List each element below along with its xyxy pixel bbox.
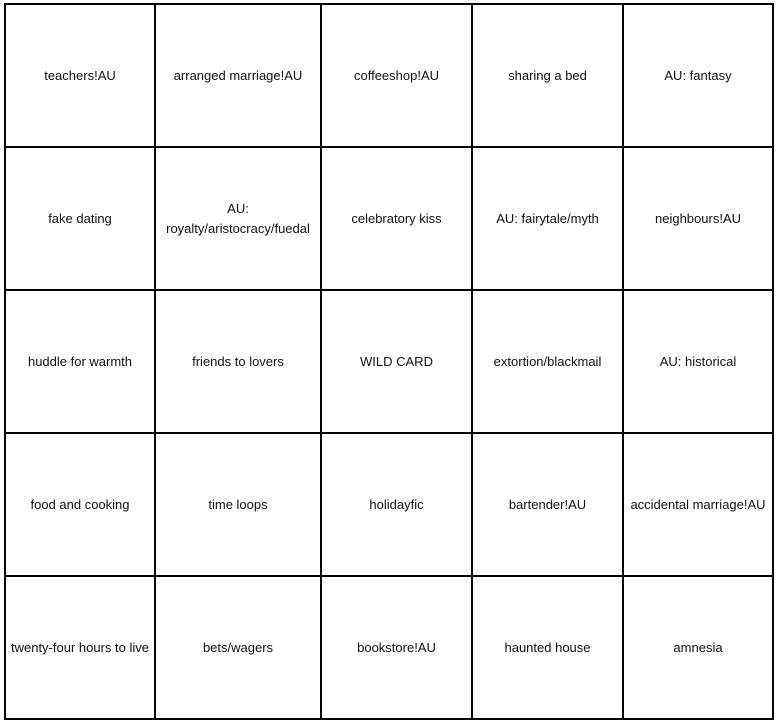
bingo-cell: bartender!AU	[472, 433, 623, 576]
bingo-cell: celebratory kiss	[321, 147, 472, 290]
bingo-cell: amnesia	[623, 576, 773, 719]
bingo-cell: time loops	[155, 433, 321, 576]
bingo-cell: AU: historical	[623, 290, 773, 433]
bingo-cell: arranged marriage!AU	[155, 4, 321, 147]
bingo-row	[5, 290, 773, 433]
bingo-cell: food and cooking	[5, 433, 155, 576]
bingo-cell: accidental marriage!AU	[623, 433, 773, 576]
bingo-cell: fake dating	[5, 147, 155, 290]
bingo-cell: bets/wagers	[155, 576, 321, 719]
bingo-cell: AU: fantasy	[623, 4, 773, 147]
bingo-cell: twenty-four hours to live	[5, 576, 155, 719]
bingo-cell: sharing a bed	[472, 4, 623, 147]
bingo-cell-wild-card: WILD CARD	[321, 290, 472, 433]
bingo-cell: coffeeshop!AU	[321, 4, 472, 147]
bingo-cell: AU: royalty/aristocracy/fuedal	[155, 147, 321, 290]
bingo-cell: friends to lovers	[155, 290, 321, 433]
bingo-cell: teachers!AU	[5, 4, 155, 147]
bingo-cell: haunted house	[472, 576, 623, 719]
bingo-row	[5, 147, 773, 290]
bingo-cell: neighbours!AU	[623, 147, 773, 290]
bingo-row	[5, 4, 773, 147]
bingo-cell: holidayfic	[321, 433, 472, 576]
bingo-cell: bookstore!AU	[321, 576, 472, 719]
bingo-row	[5, 433, 773, 576]
bingo-cell: extortion/blackmail	[472, 290, 623, 433]
bingo-cell: huddle for warmth	[5, 290, 155, 433]
bingo-board	[4, 3, 774, 720]
bingo-row	[5, 576, 773, 719]
bingo-cell: AU: fairytale/myth	[472, 147, 623, 290]
